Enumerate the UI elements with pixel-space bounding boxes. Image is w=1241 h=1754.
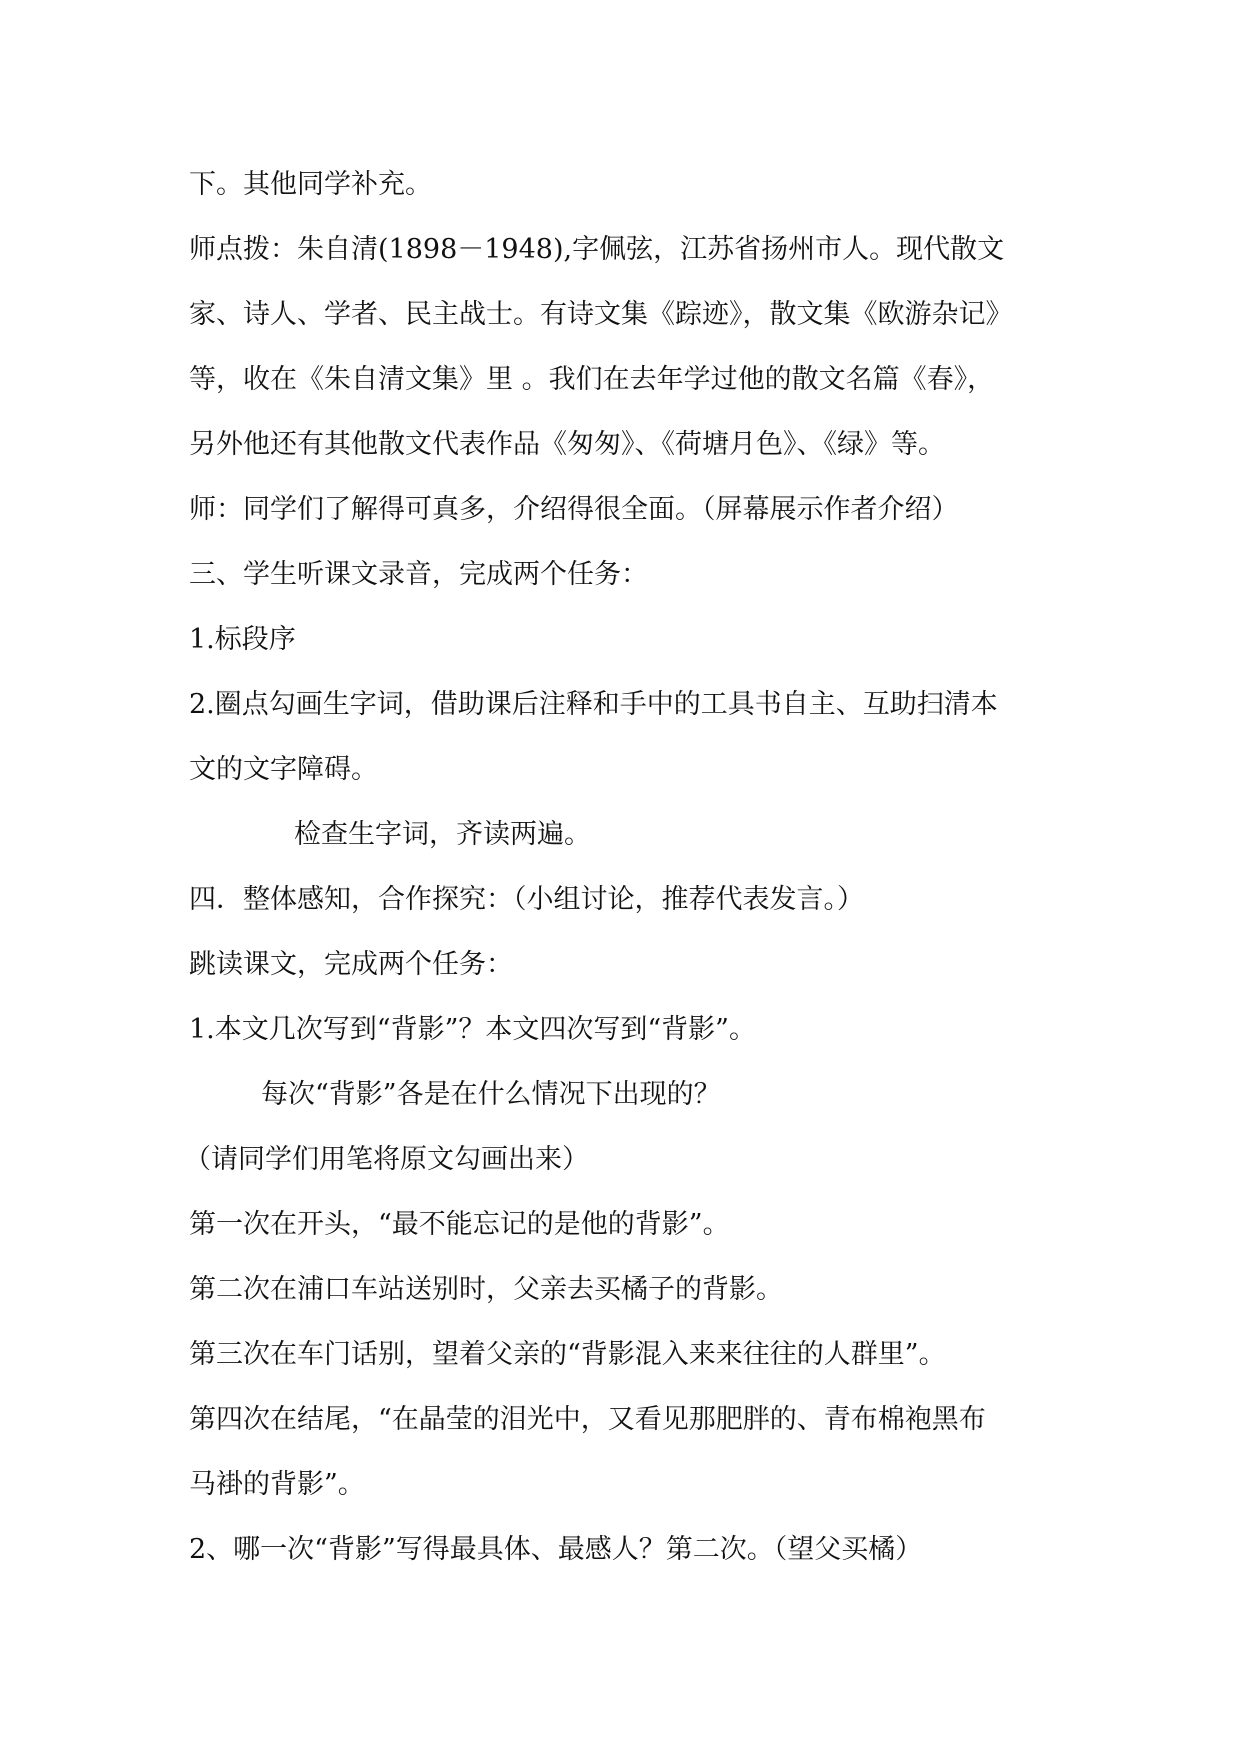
text-line: 第三次在车门话别，望着父亲的“背影混入来来往往的人群里”。 — [189, 1339, 946, 1370]
text-line: 第四次在结尾，“在晶莹的泪光中，又看见那肥胖的、青布棉袍黑布 — [189, 1404, 986, 1435]
indented-line: 检查生字词，齐读两遍。 — [294, 819, 591, 850]
text-line: 第二次在浦口车站送别时，父亲去买橘子的背影。 — [189, 1274, 783, 1305]
text-line: 马褂的背影”。 — [189, 1469, 365, 1500]
list-item: 1.标段序 — [189, 624, 296, 655]
text-line: 师：同学们了解得可真多，介绍得很全面。（屏幕展示作者介绍） — [189, 494, 959, 525]
section-heading: 三、学生听课文录音，完成两个任务： — [189, 559, 648, 590]
text-line: （请同学们用笔将原文勾画出来） — [184, 1144, 589, 1175]
list-item: 2、哪一次“背影”写得最具体、最感人？第二次。（望父买橘） — [189, 1534, 923, 1565]
text-line: 下。其他同学补充。 — [189, 169, 432, 200]
text-line: 文的文字障碍。 — [189, 754, 378, 785]
document-body — [184, 152, 1069, 1582]
text-line: 跳读课文，完成两个任务： — [189, 949, 513, 980]
indented-line: 每次“背影”各是在什么情况下出现的？ — [261, 1079, 721, 1110]
text-line: 第一次在开头，“最不能忘记的是他的背影”。 — [189, 1209, 730, 1240]
list-item: 1.本文几次写到“背影”？本文四次写到“背影”。 — [189, 1014, 756, 1045]
list-item: 2.圈点勾画生字词，借助课后注释和手中的工具书自主、互助扫清本 — [189, 689, 998, 720]
text-line: 另外他还有其他散文代表作品《匆匆》、《荷塘月色》、《绿》等。 — [189, 429, 945, 460]
text-line: 师点拨：朱自清(1898－1948),字佩弦，江苏省扬州市人。现代散文 — [189, 234, 1005, 265]
text-line: 家、诗人、学者、民主战士。有诗文集《踪迹》，散文集《欧游杂记》 — [189, 299, 1013, 330]
section-heading: 四．整体感知，合作探究：（小组讨论，推荐代表发言。） — [189, 884, 864, 915]
text-line: 等，收在《朱自清文集》里 。我们在去年学过他的散文名篇《春》， — [189, 364, 995, 395]
